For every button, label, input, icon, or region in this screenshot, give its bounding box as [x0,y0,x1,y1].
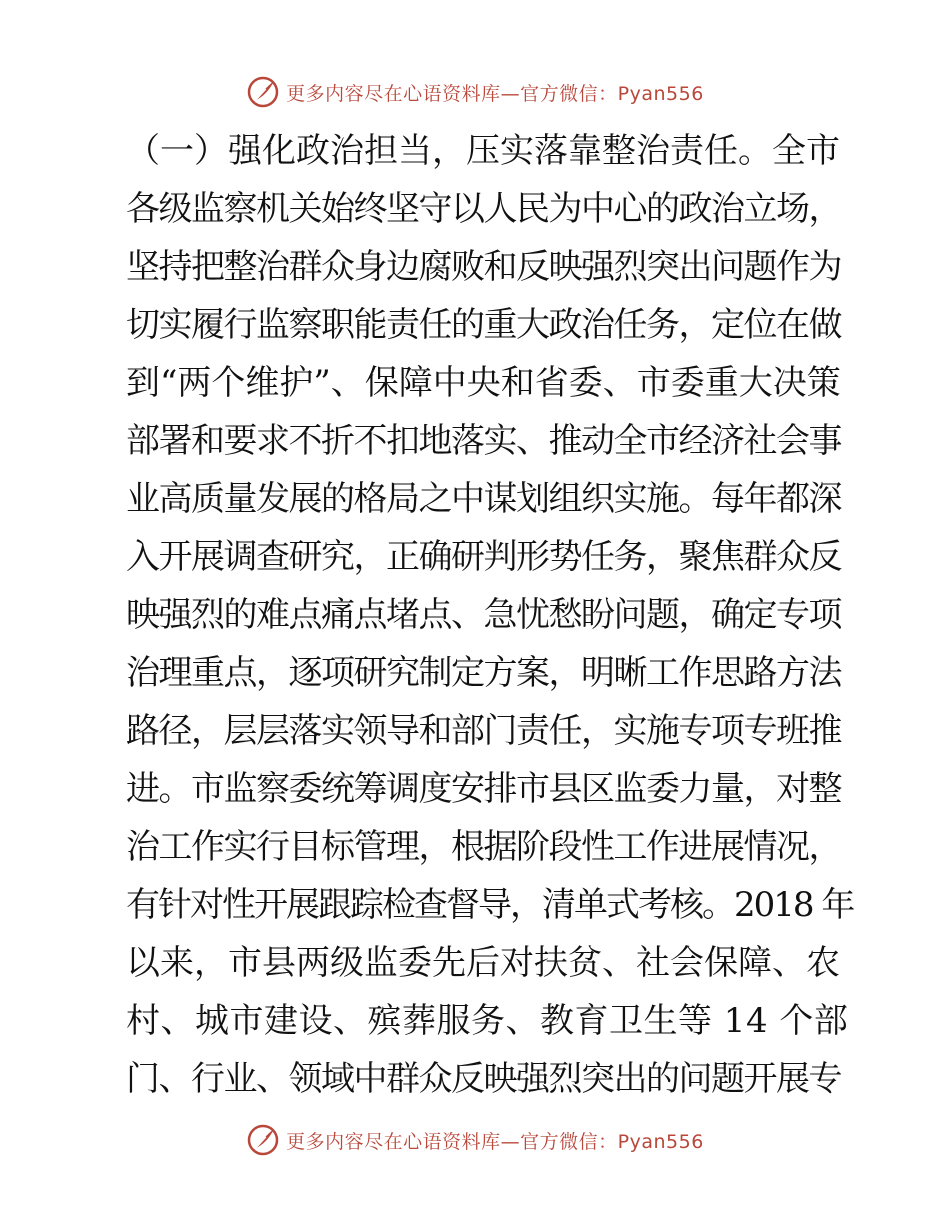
text-line: 到“两个维护”、保障中央和省委、市委重大决策 [126,363,841,403]
text-line: 村、城市建设、殡葬服务、教育卫生等 14 个部 [126,1001,849,1041]
text-line: 门、行业、领域中群众反映强烈突出的问题开展专 [126,1059,841,1099]
watermark-text: 更多内容尽在心语资料库—官方微信：Pyan556 [286,82,704,105]
feather-circle-logo-icon [246,75,280,109]
text-line: 治工作实行目标管理，根据阶段性工作进展情况， [126,827,841,867]
text-line: 进。市监察委统筹调度安排市县区监委力量，对整 [126,769,841,809]
text-line: 部署和要求不折不扣地落实、推动全市经济社会事 [126,421,841,461]
text-line: （一）强化政治担当，压实落靠整治责任。全市 [126,131,840,171]
text-line: 坚持把整治群众身边腐败和反映强烈突出问题作为 [126,247,841,287]
text-line: 入开展调查研究，正确研判形势任务，聚焦群众反 [126,537,841,577]
text-line: 路径，层层落实领导和部门责任，实施专项专班推 [126,711,841,751]
text-line: 切实履行监察职能责任的重大政治任务，定位在做 [126,305,841,345]
watermark-text: 更多内容尽在心语资料库—官方微信：Pyan556 [286,1130,704,1153]
header-watermark [0,72,950,112]
text-line: 有针对性开展跟踪检查督导，清单式考核。2018 年 [126,885,854,925]
text-line: 以来，市县两级监委先后对扶贫、社会保障、农 [126,943,840,983]
text-line: 业高质量发展的格局之中谋划组织实施。每年都深 [126,479,841,519]
text-line: 治理重点，逐项研究制定方案，明晰工作思路方法 [126,653,841,693]
text-line: 映强烈的难点痛点堵点、急忧愁盼问题，确定专项 [126,595,841,635]
text-line: 各级监察机关始终坚守以人民为中心的政治立场， [126,189,841,229]
feather-circle-logo-icon [246,1123,280,1157]
footer-watermark [0,1120,950,1160]
